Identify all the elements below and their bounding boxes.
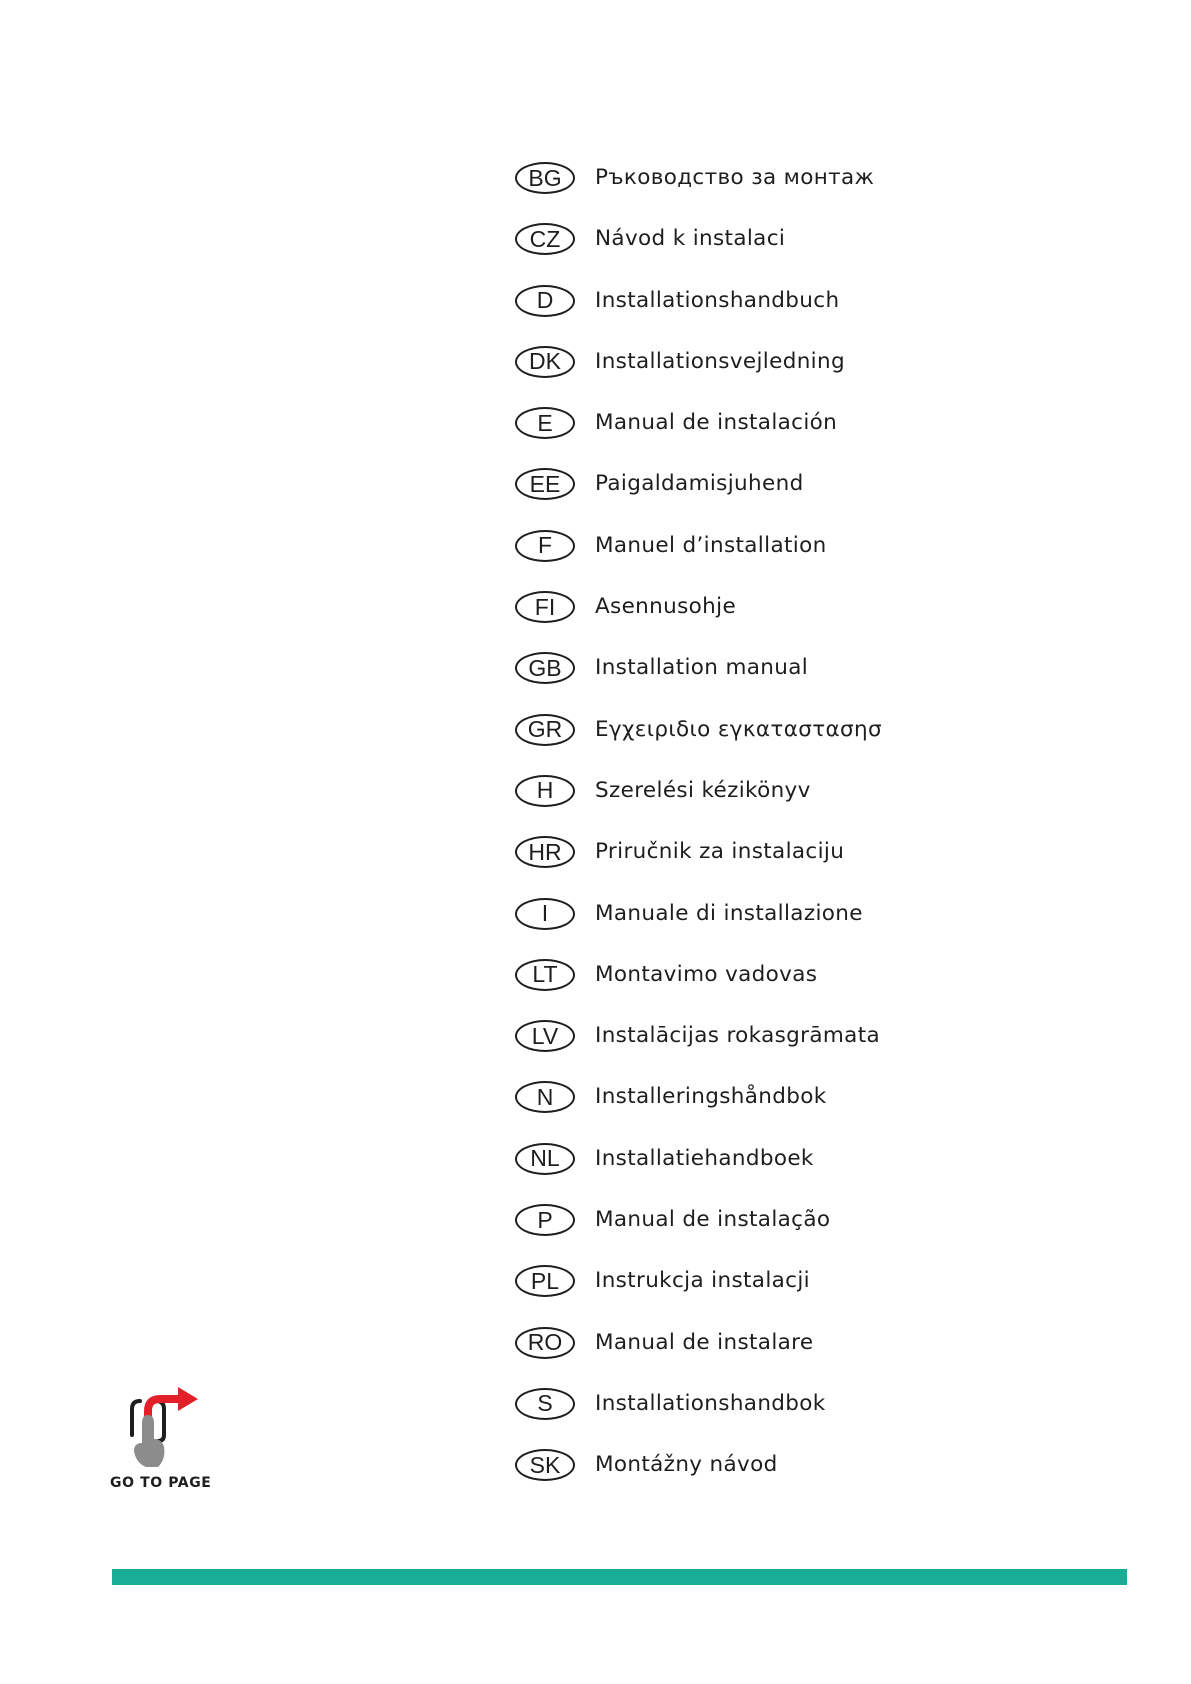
country-code-badge: PL	[515, 1265, 575, 1297]
manual-title-link[interactable]: Návod k instalaci	[595, 226, 786, 252]
language-item-n[interactable]	[515, 1081, 975, 1142]
country-code-badge: P	[515, 1204, 575, 1236]
manual-title-link[interactable]: Ръководство за монтаж	[595, 165, 875, 190]
language-item-d[interactable]	[515, 285, 975, 346]
manual-title-link[interactable]: Manuale di installazione	[595, 900, 863, 926]
manual-title-link[interactable]: Installatiehandboek	[595, 1145, 814, 1171]
country-code-badge: GB	[515, 652, 575, 684]
country-code-badge: BG	[515, 162, 575, 194]
manual-title-link[interactable]: Montážny návod	[595, 1452, 778, 1478]
manual-title-link[interactable]: Manuel d’installation	[595, 532, 827, 558]
language-item-bg[interactable]	[515, 162, 975, 223]
language-item-h[interactable]	[515, 775, 975, 836]
language-item-s[interactable]	[515, 1388, 975, 1449]
language-item-hr[interactable]	[515, 836, 975, 897]
country-code-badge: H	[515, 775, 575, 807]
language-item-nl[interactable]	[515, 1143, 975, 1204]
country-code-badge: CZ	[515, 223, 575, 255]
country-code-badge: SK	[515, 1449, 575, 1481]
manual-title-link[interactable]: Manual de instalação	[595, 1207, 831, 1233]
manual-title-link[interactable]: Installation manual	[595, 655, 809, 681]
country-code-badge: LT	[515, 959, 575, 991]
manual-title-link[interactable]: Manual de instalare	[595, 1329, 814, 1355]
country-code-badge: EE	[515, 468, 575, 500]
manual-title-link[interactable]: Priručnik za instalaciju	[595, 839, 845, 865]
manual-title-link[interactable]: Installeringshåndbok	[595, 1084, 827, 1110]
manual-title-link[interactable]: Εγχειριδιο εγκαταστασησ	[595, 716, 882, 742]
language-item-cz[interactable]	[515, 223, 975, 284]
language-item-gr[interactable]	[515, 714, 975, 775]
manual-title-link[interactable]: Asennusohje	[595, 594, 737, 620]
manual-title-link[interactable]: Installationshandbuch	[595, 287, 840, 313]
country-code-badge: S	[515, 1388, 575, 1420]
country-code-badge: N	[515, 1081, 575, 1113]
country-code-badge: FI	[515, 591, 575, 623]
country-code-badge: HR	[515, 836, 575, 868]
tap-to-go-icon	[118, 1385, 200, 1475]
language-item-p[interactable]	[515, 1204, 975, 1265]
go-to-page-label: GO TO PAGE	[110, 1475, 212, 1491]
country-code-badge: I	[515, 898, 575, 930]
manual-title-link[interactable]: Instalācijas rokasgrāmata	[595, 1023, 881, 1049]
language-item-sk[interactable]	[515, 1449, 975, 1510]
language-item-ee[interactable]	[515, 468, 975, 529]
country-code-badge: F	[515, 530, 575, 562]
language-item-i[interactable]	[515, 898, 975, 959]
country-code-badge: LV	[515, 1020, 575, 1052]
footer-accent-bar	[112, 1569, 1127, 1585]
language-item-lv[interactable]	[515, 1020, 975, 1081]
manual-title-link[interactable]: Installationsvejledning	[595, 348, 845, 374]
language-item-e[interactable]	[515, 407, 975, 468]
language-item-fi[interactable]	[515, 591, 975, 652]
country-code-badge: RO	[515, 1327, 575, 1359]
language-item-lt[interactable]	[515, 959, 975, 1020]
manual-title-link[interactable]: Manual de instalación	[595, 410, 838, 436]
language-item-gb[interactable]	[515, 652, 975, 713]
country-code-badge: DK	[515, 346, 575, 378]
language-item-pl[interactable]	[515, 1265, 975, 1326]
manual-title-link[interactable]: Paigaldamisjuhend	[595, 471, 804, 497]
manual-title-link[interactable]: Installationshandbok	[595, 1390, 826, 1416]
manual-title-link[interactable]: Montavimo vadovas	[595, 961, 818, 987]
manual-title-link[interactable]: Szerelési kézikönyv	[595, 777, 811, 803]
country-code-badge: NL	[515, 1143, 575, 1175]
language-item-ro[interactable]	[515, 1327, 975, 1388]
country-code-badge: GR	[515, 714, 575, 746]
country-code-badge: E	[515, 407, 575, 439]
language-item-f[interactable]	[515, 530, 975, 591]
language-item-dk[interactable]	[515, 346, 975, 407]
go-to-page-button[interactable]	[110, 1385, 210, 1495]
country-code-badge: D	[515, 285, 575, 317]
manual-title-link[interactable]: Instrukcja instalacji	[595, 1268, 810, 1294]
language-list	[515, 162, 975, 1511]
